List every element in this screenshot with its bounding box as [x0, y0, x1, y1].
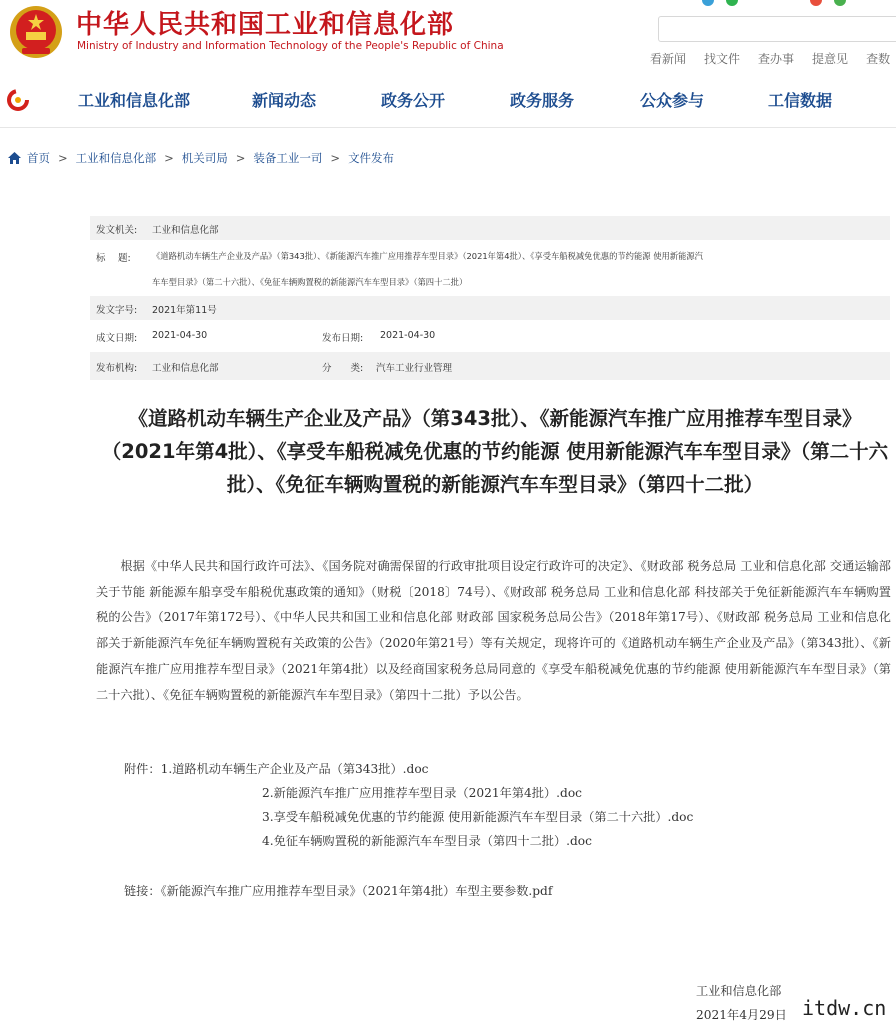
info-row-issuer — [90, 216, 890, 240]
top-icons — [700, 0, 896, 4]
quick-link-feedback[interactable]: 提意见 — [812, 52, 849, 66]
attachments-label: 附件： — [124, 762, 161, 776]
doc-no-label: 发文字号: — [96, 305, 138, 316]
breadcrumb-separator: > — [235, 151, 246, 165]
quick-link-data[interactable]: 查数 — [866, 52, 891, 66]
title-value-line1: 《道路机动车辆生产企业及产品》（第343批）、《新能源汽车推广应用推荐车型目录》（2021年第4批）、《享受车船税减免优惠的节约能源 使用新能源汽 — [152, 251, 703, 261]
main-nav — [0, 72, 896, 128]
breadcrumb-department[interactable]: 装备工业一司 — [253, 151, 323, 165]
breadcrumb-current[interactable]: 文件发布 — [348, 151, 395, 165]
attachment-link-2[interactable]: 2.新能源汽车推广应用推荐车型目录（2021年第4批）.doc — [262, 786, 582, 800]
title-value-line2: 车车型目录》（第二十六批）、《免征车辆购置税的新能源汽车车型目录》（第四十二批） — [152, 277, 468, 287]
org-value: 工业和信息化部 — [152, 363, 219, 374]
quick-links — [650, 50, 896, 67]
related-link-label: 链接： — [124, 884, 161, 898]
site-title[interactable]: 中华人民共和国工业和信息化部 — [76, 10, 455, 40]
attachment-4-row — [262, 832, 592, 849]
published-value: 2021-04-30 — [380, 330, 436, 341]
home-icon — [8, 152, 21, 164]
weibo-icon[interactable] — [702, 0, 714, 6]
attachment-link-3[interactable]: 3.享受车船税减免优惠的节约能源 使用新能源汽车车型目录（第二十六批）.doc — [262, 810, 694, 824]
signature-date: 2021年4月29日 — [696, 1008, 787, 1022]
attachment-2-row — [262, 784, 582, 801]
created-value: 2021-04-30 — [152, 330, 208, 341]
signature-org: 工业和信息化部 — [696, 984, 782, 998]
related-link[interactable]: 《新能源汽车推广应用推荐车型目录》（2021年第4批）车型主要参数.pdf — [160, 884, 553, 898]
wechat-icon[interactable] — [726, 0, 738, 6]
info-row-title — [90, 240, 890, 296]
article-body: 根据《中华人民共和国行政许可法》、《国务院对确需保留的行政审批项目设定行政许可的决定》、《财政部 税务总局 工业和信息化部 交通运输部关于节能 新能源车船享受车船税优惠政策的通知》（财税〔2018〕74号）、《财政部 税务总局 工业和信息化部 科技部关于免征新能源汽车车辆购置税的公告》（2017年第172号）、《中华人民共和国工业和信息化部 财政部 国家税务总局公告》（2018年第17号）、《财政部 税务总局 工业和信息化部关于新能源汽车免征车辆购置税有关政策的公告》（2020年第21号）等有关规定，现将许可的《道路机动车辆生产企业及产品》（第343批）、《新能源汽车推广应用推荐车型目录》（2021年第4批）以及经商国家税务总局同意的《享受车船税减免优惠的节约能源 使用新能源汽车车型目录》（第二十六批）、《免征车辆购置税的新能源汽车车型目录》（第四十二批）予以公告。 — [96, 559, 891, 702]
app-icon[interactable] — [810, 0, 822, 6]
mobile-icon[interactable] — [834, 0, 846, 6]
breadcrumb-separator: > — [330, 151, 341, 165]
ministry-logo-icon[interactable] — [6, 88, 30, 112]
published-label: 发布日期: — [322, 333, 364, 344]
breadcrumb-bureaus[interactable]: 机关司局 — [181, 151, 228, 165]
nav-item-home[interactable]: 工业和信息化部 — [78, 91, 191, 110]
org-label: 发布机构: — [96, 363, 138, 374]
breadcrumb-home[interactable]: 首页 — [27, 151, 50, 165]
breadcrumb — [8, 150, 394, 166]
related-link-row — [124, 882, 552, 899]
quick-link-files[interactable]: 找文件 — [704, 52, 741, 66]
created-label: 成文日期: — [96, 333, 138, 344]
attachment-link-4[interactable]: 4.免征车辆购置税的新能源汽车车型目录（第四十二批）.doc — [262, 834, 592, 848]
issuer-label: 发文机关: — [96, 225, 138, 236]
quick-link-news[interactable]: 看新闻 — [650, 52, 687, 66]
breadcrumb-ministry[interactable]: 工业和信息化部 — [75, 151, 157, 165]
info-row-org — [90, 352, 890, 380]
info-row-dates — [90, 320, 890, 352]
search-input[interactable] — [658, 16, 896, 42]
category-value: 汽车工业行业管理 — [376, 363, 453, 374]
doc-no-value: 2021年第11号 — [152, 305, 217, 316]
breadcrumb-separator: > — [58, 151, 68, 165]
title-label: 标 题: — [96, 253, 131, 264]
nav-item-participation[interactable]: 公众参与 — [640, 91, 705, 110]
watermark: itdw.cn — [798, 996, 890, 1020]
breadcrumb-separator: > — [164, 151, 174, 165]
category-label: 分 类: — [322, 363, 364, 374]
document-info-table — [90, 216, 890, 380]
nav-item-data[interactable]: 工信数据 — [768, 91, 833, 110]
quick-link-services[interactable]: 查办事 — [758, 52, 795, 66]
attachment-3-row — [262, 808, 693, 825]
attachment-link-1[interactable]: 1.道路机动车辆生产企业及产品（第343批）.doc — [160, 762, 429, 776]
nav-item-news[interactable]: 新闻动态 — [252, 91, 317, 110]
site-subtitle: Ministry of Industry and Information Technology of the People's Republic of China — [77, 40, 504, 52]
site-header — [0, 0, 896, 72]
issuer-value: 工业和信息化部 — [152, 225, 219, 236]
national-emblem-icon — [8, 4, 64, 60]
nav-item-gov-affairs[interactable]: 政务公开 — [381, 91, 446, 110]
attachment-1-row — [124, 760, 428, 777]
info-row-doc-no — [90, 296, 890, 320]
article-title: 《道路机动车辆生产企业及产品》（第343批）、《新能源汽车推广应用推荐车型目录》（2021年第4批）、《享受车船税减免优惠的节约能源 使用新能源汽车车型目录》（第二十六批）、《免征车辆购置税的新能源汽车车型目录》（第四十二批） — [101, 407, 889, 496]
nav-item-services[interactable]: 政务服务 — [510, 91, 575, 110]
